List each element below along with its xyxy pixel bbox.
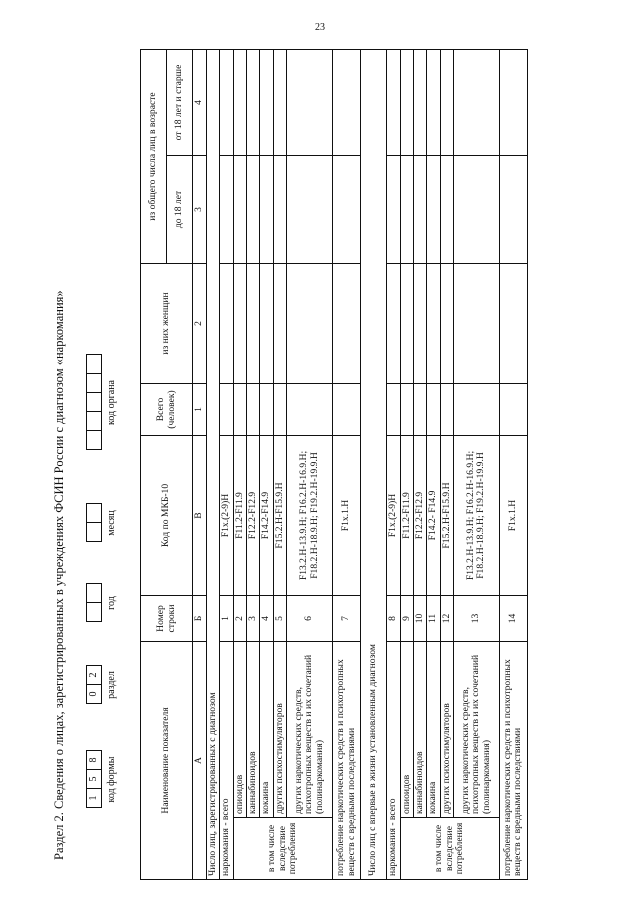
value-cell[interactable] xyxy=(333,50,361,156)
value-cell[interactable] xyxy=(387,384,400,436)
row-name: кокаина xyxy=(260,642,273,818)
value-cell[interactable] xyxy=(273,156,286,264)
row-number: 1 xyxy=(220,596,233,642)
form-code-box: 1 xyxy=(86,788,102,808)
row-number: 4 xyxy=(260,596,273,642)
value-cell[interactable] xyxy=(260,384,273,436)
value-cell[interactable] xyxy=(440,50,453,156)
row-name: других психостимуляторов xyxy=(273,642,286,818)
value-cell[interactable] xyxy=(427,50,440,156)
row-icd: F11.2-F11.9 xyxy=(233,436,246,596)
row-icd: F15.2.Н-F15.9.Н xyxy=(440,436,453,596)
row-name: наркомания - всего xyxy=(220,642,233,880)
header-over-18: от 18 лет и старше xyxy=(167,50,193,156)
section-label: Число лиц с впервые в жизни установленным диагнозом xyxy=(361,50,387,880)
page-number: 23 xyxy=(315,22,325,33)
month-code-box[interactable] xyxy=(86,503,102,523)
row-name: каннабиноидов xyxy=(413,642,426,818)
value-cell[interactable] xyxy=(499,384,527,436)
row-number: 8 xyxy=(387,596,400,642)
month-code xyxy=(86,504,124,542)
value-cell[interactable] xyxy=(273,50,286,156)
row-icd: F1x.1.Н xyxy=(333,436,361,596)
month-code-label: месяц xyxy=(106,510,117,536)
section-code-box: 2 xyxy=(86,665,102,685)
value-cell[interactable] xyxy=(400,50,413,156)
table-row xyxy=(387,50,400,880)
value-cell[interactable] xyxy=(499,50,527,156)
row-name: кокаина xyxy=(427,642,440,818)
index-cell: А xyxy=(193,642,207,880)
row-icd: F14.2-F14.9 xyxy=(260,436,273,596)
value-cell[interactable] xyxy=(453,384,499,436)
value-cell[interactable] xyxy=(499,264,527,384)
group-label: в том числе вследствие потребления xyxy=(400,818,499,880)
row-name: других наркотических средств, психотропных веществ и их сочетаний (полинаркомания) xyxy=(287,642,333,818)
value-cell[interactable] xyxy=(440,384,453,436)
table-row xyxy=(453,50,499,880)
section-title: Раздел 2. Сведения о лицах, зарегистрированных в учреждениях ФСИН России с диагнозом «наркомания» xyxy=(52,290,66,860)
table-row xyxy=(499,50,527,880)
year-code-box[interactable] xyxy=(86,602,102,622)
value-cell[interactable] xyxy=(220,50,233,156)
table-row xyxy=(333,50,361,880)
index-cell: В xyxy=(193,436,207,596)
value-cell[interactable] xyxy=(247,384,260,436)
table-row xyxy=(273,50,286,880)
value-cell[interactable] xyxy=(387,264,400,384)
row-number: 11 xyxy=(427,596,440,642)
row-name: каннабиноидов xyxy=(247,642,260,818)
value-cell[interactable] xyxy=(260,264,273,384)
header-under-18: до 18 лет xyxy=(167,156,193,264)
value-cell[interactable] xyxy=(233,384,246,436)
row-name: опиоидов xyxy=(400,642,413,818)
value-cell[interactable] xyxy=(440,156,453,264)
index-cell: 4 xyxy=(193,50,207,156)
row-icd: F13.2.Н-13.9.Н; F16.2.Н-16.9.Н; F18.2.Н-18.9.Н; F19.2.Н-19.9.Н xyxy=(287,436,333,596)
table-row xyxy=(260,50,273,880)
value-cell[interactable] xyxy=(273,384,286,436)
row-name: наркомания - всего xyxy=(387,642,400,880)
form-code-box: 8 xyxy=(86,750,102,770)
value-cell[interactable] xyxy=(287,50,333,156)
value-cell[interactable] xyxy=(287,384,333,436)
row-number: 9 xyxy=(400,596,413,642)
row-number: 6 xyxy=(287,596,333,642)
organ-code-box[interactable] xyxy=(86,430,102,450)
value-cell[interactable] xyxy=(233,156,246,264)
row-number: 2 xyxy=(233,596,246,642)
index-cell: 1 xyxy=(193,384,207,436)
row-name: потребление наркотических средств и психотропных веществ с вредными последствиями xyxy=(499,642,527,880)
header-indicator-name: Наименование показателя xyxy=(141,642,193,880)
row-icd: F1x.1.Н xyxy=(499,436,527,596)
row-icd: F12.2-F12.9 xyxy=(413,436,426,596)
value-cell[interactable] xyxy=(233,264,246,384)
organ-code-box[interactable] xyxy=(86,411,102,431)
table-row xyxy=(440,50,453,880)
row-number: 3 xyxy=(247,596,260,642)
value-cell[interactable] xyxy=(427,384,440,436)
value-cell[interactable] xyxy=(413,384,426,436)
table-row xyxy=(220,50,233,880)
value-cell[interactable] xyxy=(287,264,333,384)
row-name: других наркотических средств, психотропных веществ и их сочетаний (полинаркомания) xyxy=(453,642,499,818)
organ-code-box[interactable] xyxy=(86,354,102,374)
value-cell[interactable] xyxy=(220,156,233,264)
value-cell[interactable] xyxy=(220,264,233,384)
section-code-label: раздел xyxy=(106,671,117,699)
value-cell[interactable] xyxy=(333,384,361,436)
value-cell[interactable] xyxy=(273,264,286,384)
row-icd: F15.2.Н-F15.9.Н xyxy=(273,436,286,596)
section-code-box: 0 xyxy=(86,684,102,704)
value-cell[interactable] xyxy=(260,50,273,156)
header-total: Всего (человек) xyxy=(141,384,193,436)
index-cell: 3 xyxy=(193,156,207,264)
row-number: 14 xyxy=(499,596,527,642)
value-cell[interactable] xyxy=(413,50,426,156)
value-cell[interactable] xyxy=(247,50,260,156)
value-cell[interactable] xyxy=(400,156,413,264)
section-code xyxy=(86,666,124,704)
value-cell[interactable] xyxy=(413,156,426,264)
table-row xyxy=(427,50,440,880)
organ-code-box[interactable] xyxy=(86,373,102,393)
form-code-label: код формы xyxy=(106,756,117,803)
section-label: Число лиц, зарегистрированных с диагнозом xyxy=(207,50,220,880)
value-cell[interactable] xyxy=(220,384,233,436)
header-row-number: Номер строки xyxy=(141,596,193,642)
value-cell[interactable] xyxy=(453,50,499,156)
year-code-box[interactable] xyxy=(86,583,102,603)
header-age-group: из общего числа лиц в возрасте xyxy=(141,50,167,264)
value-cell[interactable] xyxy=(233,50,246,156)
year-code-label: год xyxy=(106,596,117,610)
header-icd-code: Код по МКБ-10 xyxy=(141,436,193,596)
organ-code xyxy=(86,355,124,450)
table-row xyxy=(287,50,333,880)
month-code-box[interactable] xyxy=(86,522,102,542)
table-row xyxy=(413,50,426,880)
value-cell[interactable] xyxy=(440,264,453,384)
form-code-box: 5 xyxy=(86,769,102,789)
index-cell: 2 xyxy=(193,264,207,384)
row-icd: F13.2.Н-13.9.Н; F16.2.Н-16.9.Н; F18.2.Н-18.9.Н; F19.2.Н-19.9.Н xyxy=(453,436,499,596)
row-number: 5 xyxy=(273,596,286,642)
row-number: 12 xyxy=(440,596,453,642)
value-cell[interactable] xyxy=(260,156,273,264)
value-cell[interactable] xyxy=(453,156,499,264)
row-icd: F1x.(2-9)Н xyxy=(220,436,233,596)
value-cell[interactable] xyxy=(333,156,361,264)
row-number: 10 xyxy=(413,596,426,642)
row-name: потребление наркотических средств и психотропных веществ с вредными последствиями xyxy=(333,642,361,880)
group-label: в том числе вследствие потребления xyxy=(233,818,332,880)
table-row xyxy=(400,50,413,880)
row-icd: F1x.(2-9)Н xyxy=(387,436,400,596)
data-table xyxy=(140,49,528,880)
index-cell: Б xyxy=(193,596,207,642)
header-women: из них женщин xyxy=(141,264,193,384)
row-name: других психостимуляторов xyxy=(440,642,453,818)
year-code xyxy=(86,584,124,622)
value-cell[interactable] xyxy=(400,264,413,384)
value-cell[interactable] xyxy=(387,156,400,264)
value-cell[interactable] xyxy=(427,156,440,264)
value-cell[interactable] xyxy=(247,264,260,384)
value-cell[interactable] xyxy=(400,384,413,436)
row-icd: F11.2-F11.9 xyxy=(400,436,413,596)
row-number: 7 xyxy=(333,596,361,642)
value-cell[interactable] xyxy=(413,264,426,384)
value-cell[interactable] xyxy=(247,156,260,264)
row-icd: F14.2- F14.9 xyxy=(427,436,440,596)
row-name: опиоидов xyxy=(233,642,246,818)
organ-code-box[interactable] xyxy=(86,392,102,412)
organ-code-label: код органа xyxy=(106,380,117,425)
value-cell[interactable] xyxy=(499,156,527,264)
table-row xyxy=(233,50,246,880)
row-number: 13 xyxy=(453,596,499,642)
value-cell[interactable] xyxy=(333,264,361,384)
value-cell[interactable] xyxy=(287,156,333,264)
row-icd: F12.2-F12.9 xyxy=(247,436,260,596)
value-cell[interactable] xyxy=(427,264,440,384)
value-cell[interactable] xyxy=(453,264,499,384)
value-cell[interactable] xyxy=(387,50,400,156)
table-row xyxy=(247,50,260,880)
form-code xyxy=(86,751,124,808)
